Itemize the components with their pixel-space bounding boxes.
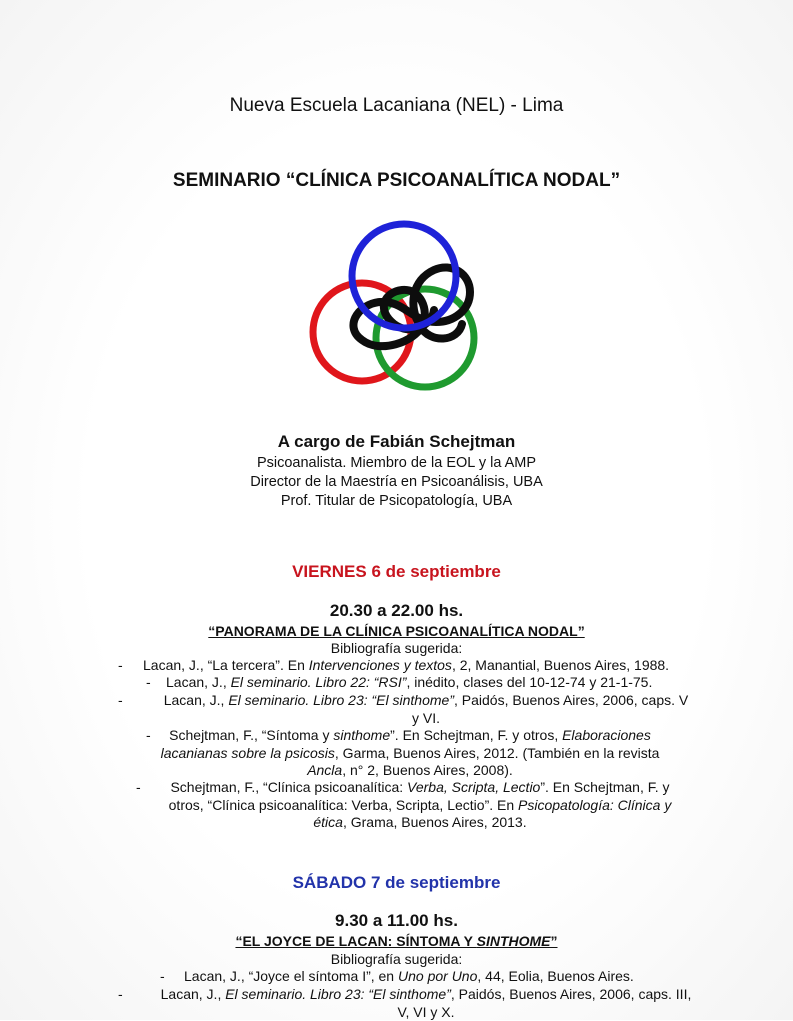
credential-line: Prof. Titular de Psicopatología, UBA [280,493,513,509]
credential-line: Psicoanalista. Miembro de la EOL y la AMP [256,455,537,471]
organization-heading: Nueva Escuela Lacaniana (NEL) - Lima [229,95,564,116]
bullet-dash: - [136,779,141,795]
day1-ref-1: Lacan, J., “La tercera”. En Intervenciones y textos, 2, Manantial, Buenos Aires, 1988. [143,657,670,673]
day2-date: SÁBADO 7 de septiembre [292,873,501,892]
day2-time: 9.30 a 11.00 hs. [335,911,458,930]
borromean-knot-logo [302,214,502,399]
day1-talk-title: “PANORAMA DE LA CLÍNICA PSICOANALÍTICA NODAL” [208,623,585,639]
day2-ref-2: Lacan, J., El seminario. Libro 23: “El sinthome”, Paidós, Buenos Aires, 2006, caps. III, V, VI y X. [160,986,692,1020]
credential-line: Director de la Maestría en Psicoanálisis, UBA [250,474,543,490]
day1-bibliography-heading: Bibliografía sugerida: [330,640,463,656]
day1-ref-5: Schejtman, F., “Clínica psicoanalítica: Verba, Scripta, Lectio”. En Schejtman, F. y otros, “Clínica psicoanalítica: Verba, Scripta, Lectio”. En Psicopatología: Clínica y ética, Grama, Buenos Aires, 2013. [168,779,672,830]
speaker-credentials [0,454,793,511]
day1-ref-2: Lacan, J., El seminario. Libro 22: “RSI”, inédito, clases del 10-12-74 y 21-1-75. [166,674,653,690]
day1-date: VIERNES 6 de septiembre [292,562,501,581]
day1-ref-4: Schejtman, F., “Síntoma y sinthome”. En Schejtman, F. y otros, Elaboraciones lacanianas sobre la psicosis, Garma, Buenos Aires, 2012. (También en la revista Ancla, n° 2, Buenos Aires, 2008). [160,727,660,778]
bullet-dash: - [146,674,151,690]
bullet-dash: - [118,986,123,1002]
bullet-dash: - [118,657,123,673]
bullet-dash: - [160,968,165,984]
day1-time: 20.30 a 22.00 hs. [329,601,464,620]
day2-bibliography-heading: Bibliografía sugerida: [330,951,463,967]
day1-ref-3: Lacan, J., El seminario. Libro 23: “El sinthome”, Paidós, Buenos Aires, 2006, caps. V y VI. [163,692,689,726]
seminar-title: SEMINARIO “CLÍNICA PSICOANALÍTICA NODAL” [172,170,621,191]
speaker-name: A cargo de Fabián Schejtman [277,432,516,451]
day2-ref-1: Lacan, J., “Joyce el síntoma I”, en Uno por Uno, 44, Eolia, Buenos Aires. [184,968,634,984]
bullet-dash: - [118,692,123,708]
day2-talk-title: “EL JOYCE DE LACAN: SÍNTOMA Y SINTHOME” [235,933,558,949]
bullet-dash: - [146,727,151,743]
